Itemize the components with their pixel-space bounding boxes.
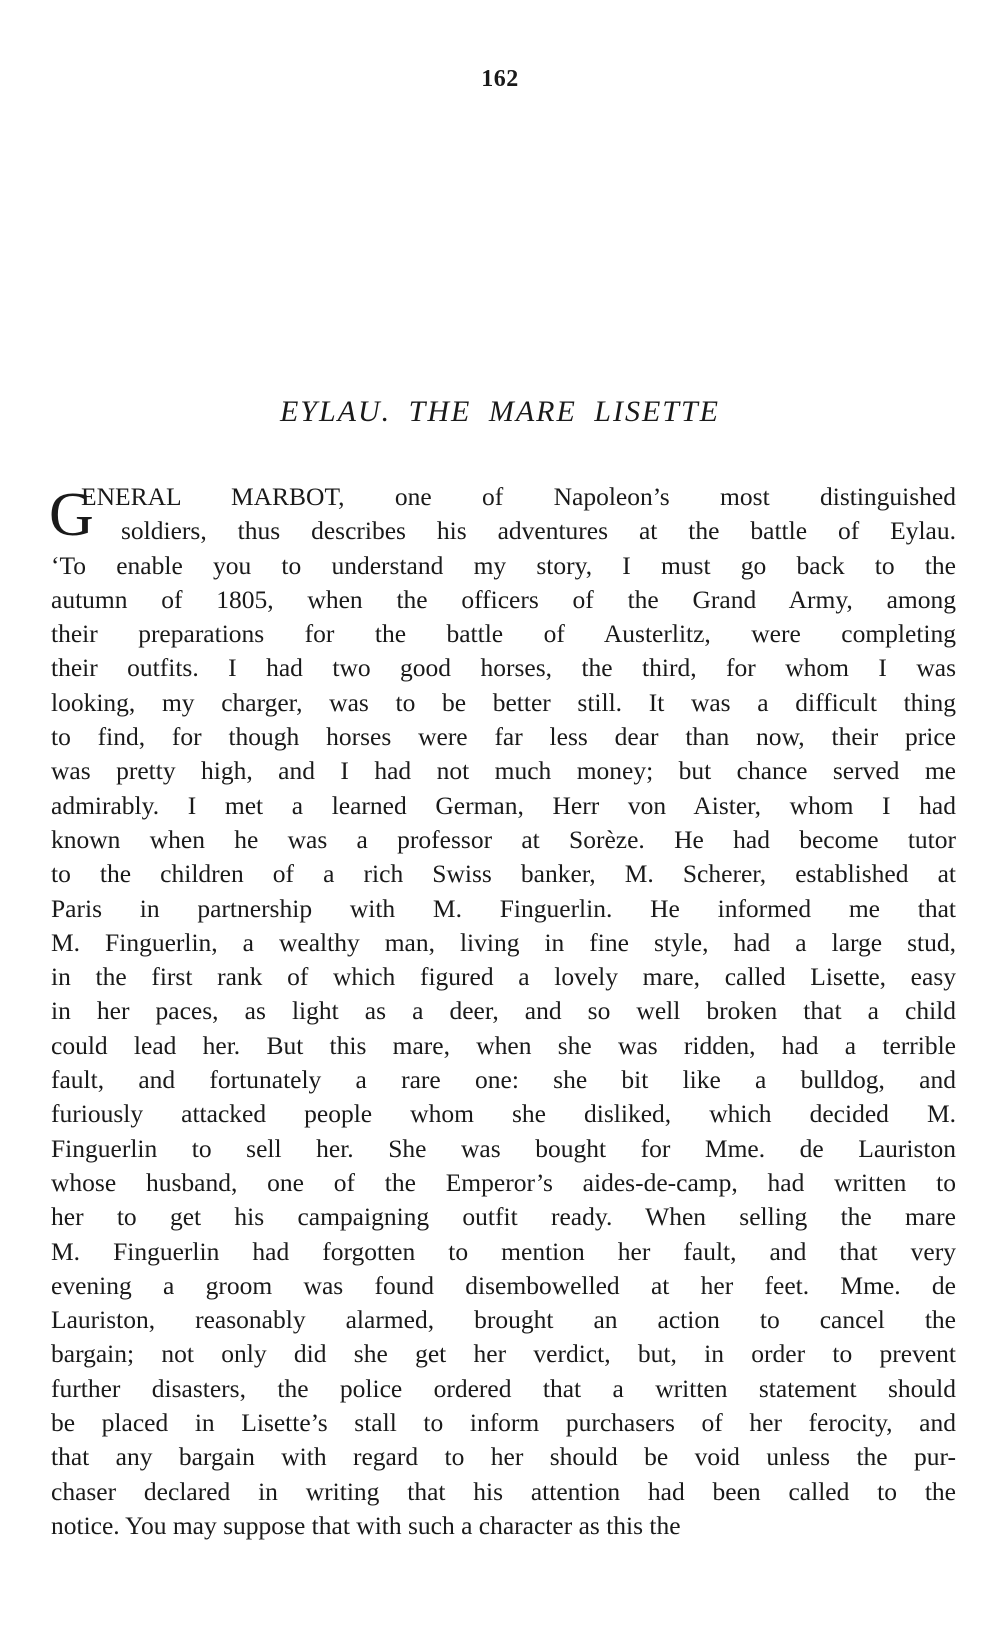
text-line: M. Finguerlin had forgotten to mention her fault, and that very xyxy=(51,1236,956,1266)
text-line: known when he was a professor at Sorèze. He had become tutor xyxy=(51,824,956,854)
text-line: notice. You may suppose that with such a character as this the xyxy=(51,1510,681,1540)
text-line: furiously attacked people whom she disliked, which decided M. xyxy=(51,1099,956,1129)
text-line: Paris in partnership with M. Finguerlin. He informed me that xyxy=(51,893,956,923)
text-line: ‘To enable you to understand my story, I must go back to the xyxy=(51,550,956,580)
text-line: could lead her. But this mare, when she was ridden, had a terrible xyxy=(51,1030,956,1060)
text-line: that any bargain with regard to her should be void unless the pur- xyxy=(51,1442,956,1472)
chapter-title: EYLAU. THE MARE LISETTE xyxy=(279,395,721,428)
text-line: evening a groom was found disembowelled at her feet. Mme. de xyxy=(51,1270,956,1300)
text-line: bargain; not only did she get her verdict, but, in order to prevent xyxy=(51,1339,956,1369)
text-line: to the children of a rich Swiss banker, M. Scherer, established at xyxy=(51,859,956,889)
text-line: Lauriston, reasonably alarmed, brought an action to cancel the xyxy=(51,1305,956,1335)
text-line: further disasters, the police ordered that a written statement should xyxy=(51,1373,956,1403)
text-line: be placed in Lisette’s stall to inform purchasers of her ferocity, and xyxy=(51,1408,956,1438)
body-text xyxy=(51,480,956,1543)
text-line: Finguerlin to sell her. She was bought for Mme. de Lauriston xyxy=(51,1133,956,1163)
text-line: looking, my charger, was to be better still. It was a difficult thing xyxy=(51,687,956,717)
drop-cap: G xyxy=(49,481,94,549)
text-line: autumn of 1805, when the officers of the Grand Army, among xyxy=(51,584,956,614)
text-line: her to get his campaigning outfit ready. When selling the mare xyxy=(51,1202,956,1232)
text-line: in the first rank of which figured a lovely mare, called Lisette, easy xyxy=(51,962,956,992)
line-text: ENERAL MARBOT, one of Napoleon’s most distinguished xyxy=(81,482,956,511)
text-line: their outfits. I had two good horses, the third, for whom I was xyxy=(51,653,956,683)
text-line: fault, and fortunately a rare one: she bit like a bulldog, and xyxy=(51,1065,956,1095)
text-line: to find, for though horses were far less dear than now, their price xyxy=(51,722,956,752)
text-line: whose husband, one of the Emperor’s aides-de-camp, had written to xyxy=(51,1167,956,1197)
text-line: their preparations for the battle of Austerlitz, were completing xyxy=(51,619,956,649)
text-line: M. Finguerlin, a wealthy man, living in fine style, had a large stud, xyxy=(51,927,956,957)
text-line: was pretty high, and I had not much money; but chance served me xyxy=(51,756,956,786)
text-line: in her paces, as light as a deer, and so well broken that a child xyxy=(51,996,956,1026)
text-line: soldiers, thus describes his adventures at the battle of Eylau. xyxy=(121,516,956,546)
text-line: admirably. I met a learned German, Herr von Aister, whom I had xyxy=(51,790,956,820)
text-line: chaser declared in writing that his attention had been called to the xyxy=(51,1476,956,1506)
page-number: 162 xyxy=(481,66,519,92)
